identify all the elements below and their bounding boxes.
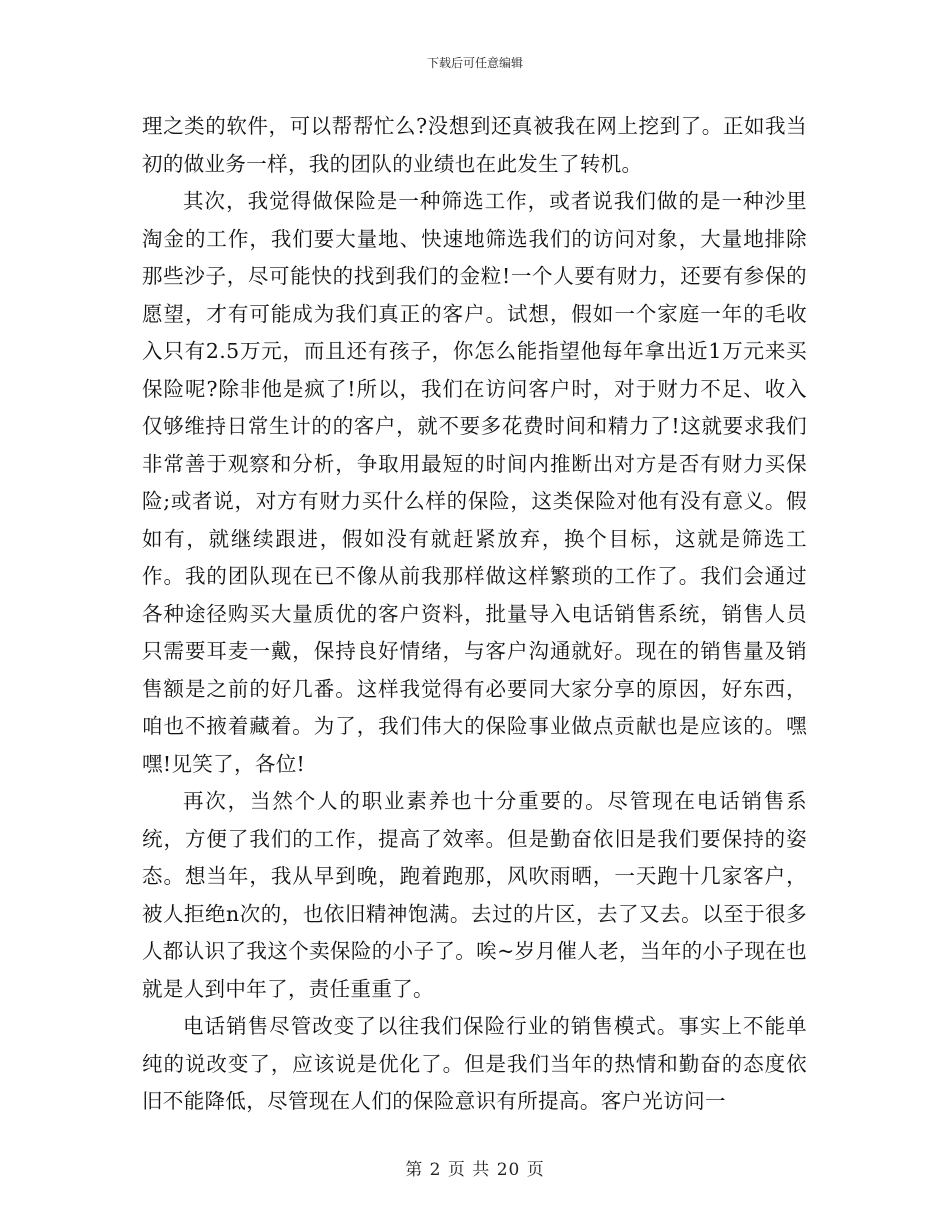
paragraph-4: 电话销售尽管改变了以往我们保险行业的销售模式。事实上不能单纯的说改变了，应该说是优化了。但是我们当年的热情和勤奋的态度依旧不能降低，尽管现在人们的保险意识有所提高。客户光访问一 bbox=[142, 1014, 807, 1113]
paragraph-3: 再次，当然个人的职业素养也十分重要的。尽管现在电话销售系统，方便了我们的工作，提高了效率。但是勤奋依旧是我们要保持的姿态。想当年，我从早到晚，跑着跑那，风吹雨晒，一天跑十几家客户，被人拒绝n次的，也依旧精神饱满。去过的片区，去了又去。以至于很多人都认识了我这个卖保险的小子了。唉~岁月催人老，当年的小子现在也就是人到中年了，责任重重了。 bbox=[142, 789, 807, 1001]
document-body bbox=[142, 108, 807, 1121]
paragraph-2: 其次，我觉得做保险是一种筛选工作，或者说我们做的是一种沙里淘金的工作，我们要大量地、快速地筛选我们的访问对象，大量地排除那些沙子，尽可能快的找到我们的金粒!一个人要有财力，还要有参保的愿望，才有可能成为我们真正的客户。试想，假如一个家庭一年的毛收入只有2.5万元，而且还有孩子，你怎么能指望他每年拿出近1万元来买保险呢?除非他是疯了!所以，我们在访问客户时，对于财力不足、收入仅够维持日常生计的的客户，就不要多花费时间和精力了!这就要求我们非常善于观察和分析，争取用最短的时间内推断出对方是否有财力买保险;或者说，对方有财力买什么样的保险，这类保险对他有没有意义。假如有，就继续跟进，假如没有就赶紧放弃，换个目标，这就是筛选工作。我的团队现在已不像从前我那样做这样繁琐的工作了。我们会通过各种途径购买大量质优的客户资料，批量导入电话销售系统，销售人员只需要耳麦一戴，保持良好情绪，与客户沟通就好。现在的销售量及销售额是之前的好几番。这样我觉得有必要同大家分享的原因，好东西，咱也不掖着藏着。为了，我们伟大的保险事业做点贡献也是应该的。嘿嘿!见笑了，各位! bbox=[142, 189, 807, 776]
paragraph-1: 理之类的软件，可以帮帮忙么?没想到还真被我在网上挖到了。正如我当初的做业务一样，我的团队的业绩也在此发生了转机。 bbox=[142, 114, 807, 176]
page-header: 下载后可任意编辑 bbox=[426, 56, 523, 70]
page-number-footer: 第 2 页 共 20 页 bbox=[405, 1160, 545, 1180]
